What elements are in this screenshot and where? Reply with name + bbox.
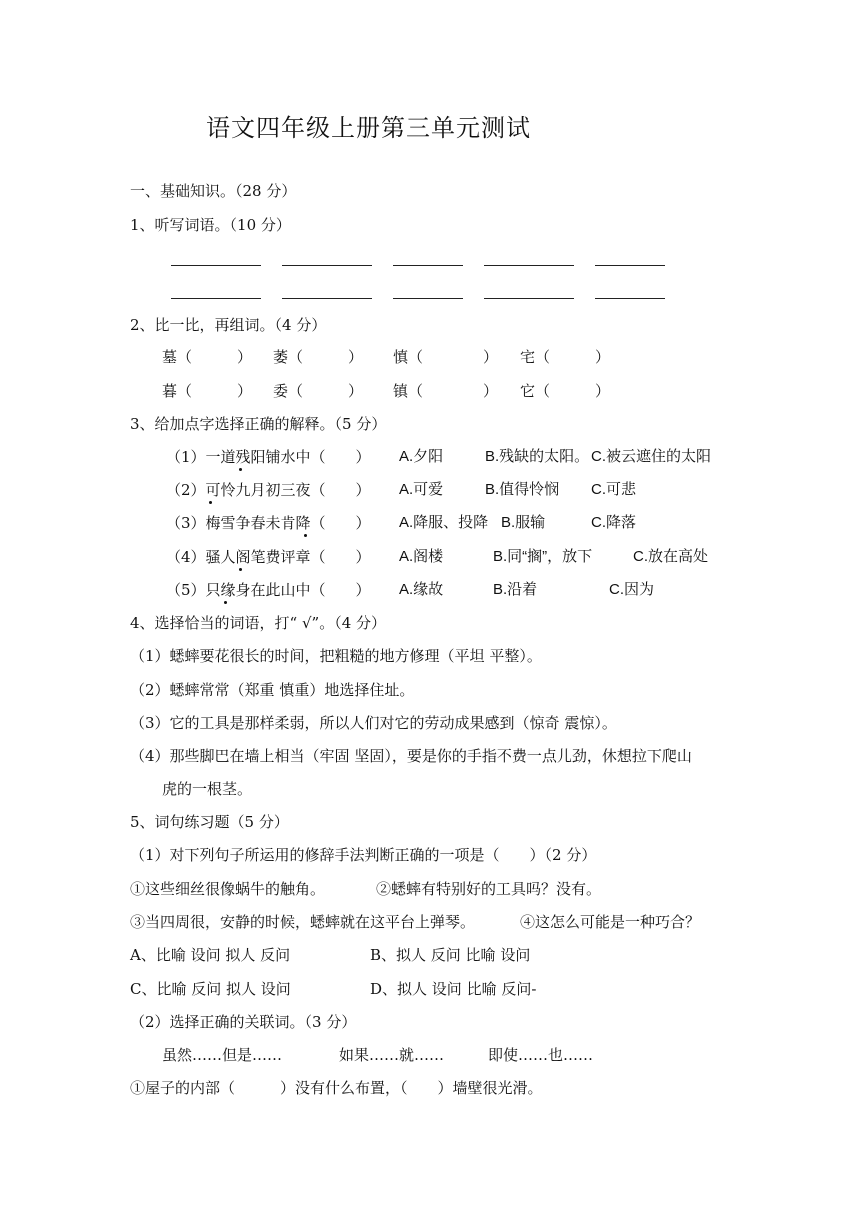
answer-option-a: A.阁楼 [399,548,444,565]
answer-option-c: C.被云遮住的太阳 [591,448,712,465]
question-5-title: 5、词句练习题（5 分） [130,813,289,831]
page-title: 语文四年级上册第三单元测试 [206,114,531,142]
compare-word-cell: 委（ ） [273,382,364,400]
poem-line: （5）只缘身在此山中（ ） [166,581,371,599]
dictation-blank [171,298,261,299]
emphasis-dot [209,501,212,504]
question-3-title: 3、给加点字选择正确的解释。（5 分） [130,415,387,433]
word-choice-item-continued: 虎的一根茎。 [162,780,253,798]
dictation-blank [282,265,372,266]
choice-option-a: A、比喻 设问 拟人 反问 [130,946,291,964]
choice-option-d: D、拟人 设问 比喻 反问- [370,980,537,998]
compare-word-cell: 暮（ ） [162,382,253,400]
word-choice-item: （2）蟋蟀常常（郑重 慎重）地选择住址。 [130,681,415,699]
answer-option-c: C.放在高处 [633,548,709,565]
word-choice-item: （4）那些脚巴在墙上相当（牢固 坚固），要是你的手指不费一点儿劲，休想拉下爬山 [130,747,692,765]
answer-option-a: A.降服、投降 [399,514,489,531]
conjunction-option: 虽然……但是…… [162,1046,283,1064]
compare-word-cell: 墓（ ） [162,348,253,366]
fill-in-sentence: ①屋子的内部（ ）没有什么布置，（ ）墙壁很光滑。 [130,1079,543,1097]
word-choice-item: （3）它的工具是那样柔弱，所以人们对它的劳动成果感到（惊奇 震惊）。 [130,714,617,732]
poem-line: （4）骚人阁笔费评章（ ） [166,548,371,566]
conjunction-option: 即使……也…… [488,1046,594,1064]
emphasis-dot [224,601,227,604]
dictation-blank [484,265,574,266]
dictation-blank [282,298,372,299]
question-4-title: 4、选择恰当的词语，打“ √”。（4 分） [130,614,387,632]
example-sentence: ④这怎么可能是一种巧合？ [520,913,701,931]
emphasis-dot [239,568,242,571]
poem-line: （1）一道残阳铺水中（ ） [166,448,371,466]
emphasis-dot [304,534,307,537]
sub-question-2: （2）选择正确的关联词。（3 分） [130,1013,357,1031]
dictation-blank [393,265,463,266]
answer-option-c: C.降落 [591,514,637,531]
dictation-blank [484,298,574,299]
dictation-blank [595,265,665,266]
answer-option-b: B.值得怜悯 [485,481,560,498]
answer-option-c: C.可悲 [591,481,637,498]
sub-question-1: （1）对下列句子所运用的修辞手法判断正确的一项是（ ）（2 分） [130,846,597,864]
answer-option-a: A.夕阳 [399,448,444,465]
choice-option-b: B、拟人 反问 比喻 设问 [370,946,531,964]
dictation-blank [171,265,261,266]
dictation-blank [595,298,665,299]
example-sentence: ①这些细丝很像蜗牛的触角。 [130,880,326,898]
compare-word-cell: 镇（ ） [393,382,499,400]
answer-option-b: B.沿着 [493,581,538,598]
answer-option-a: A.缘故 [399,581,444,598]
answer-option-b: B.同“搁”，放下 [493,548,593,565]
poem-line: （2）可怜九月初三夜（ ） [166,481,371,499]
question-2-title: 2、比一比，再组词。（4 分） [130,316,327,334]
poem-line: （3）梅雪争春未肯降（ ） [166,514,371,532]
answer-option-a: A.可爱 [399,481,444,498]
emphasis-dot [239,468,242,471]
question-1-title: 1、听写词语。（10 分） [130,216,291,234]
dictation-blank [393,298,463,299]
choice-option-c: C、比喻 反问 拟人 设问 [130,980,291,998]
compare-word-cell: 萎（ ） [273,348,364,366]
word-choice-item: （1）蟋蟀要花很长的时间，把粗糙的地方修理（平坦 平整）。 [130,647,542,665]
answer-option-c: C.因为 [609,581,655,598]
answer-option-b: B.残缺的太阳。 [485,448,590,465]
compare-word-cell: 它（ ） [520,382,611,400]
compare-word-cell: 慎（ ） [393,348,499,366]
conjunction-option: 如果……就…… [339,1046,445,1064]
answer-option-b: B.服输 [501,514,546,531]
compare-word-cell: 宅（ ） [520,348,611,366]
example-sentence: ③当四周很，安静的时候，蟋蟀就在这平台上弹琴。 [130,913,476,931]
section-heading: 一、基础知识。（28 分） [130,182,297,200]
example-sentence: ②蟋蟀有特别好的工具吗？没有。 [376,880,602,898]
